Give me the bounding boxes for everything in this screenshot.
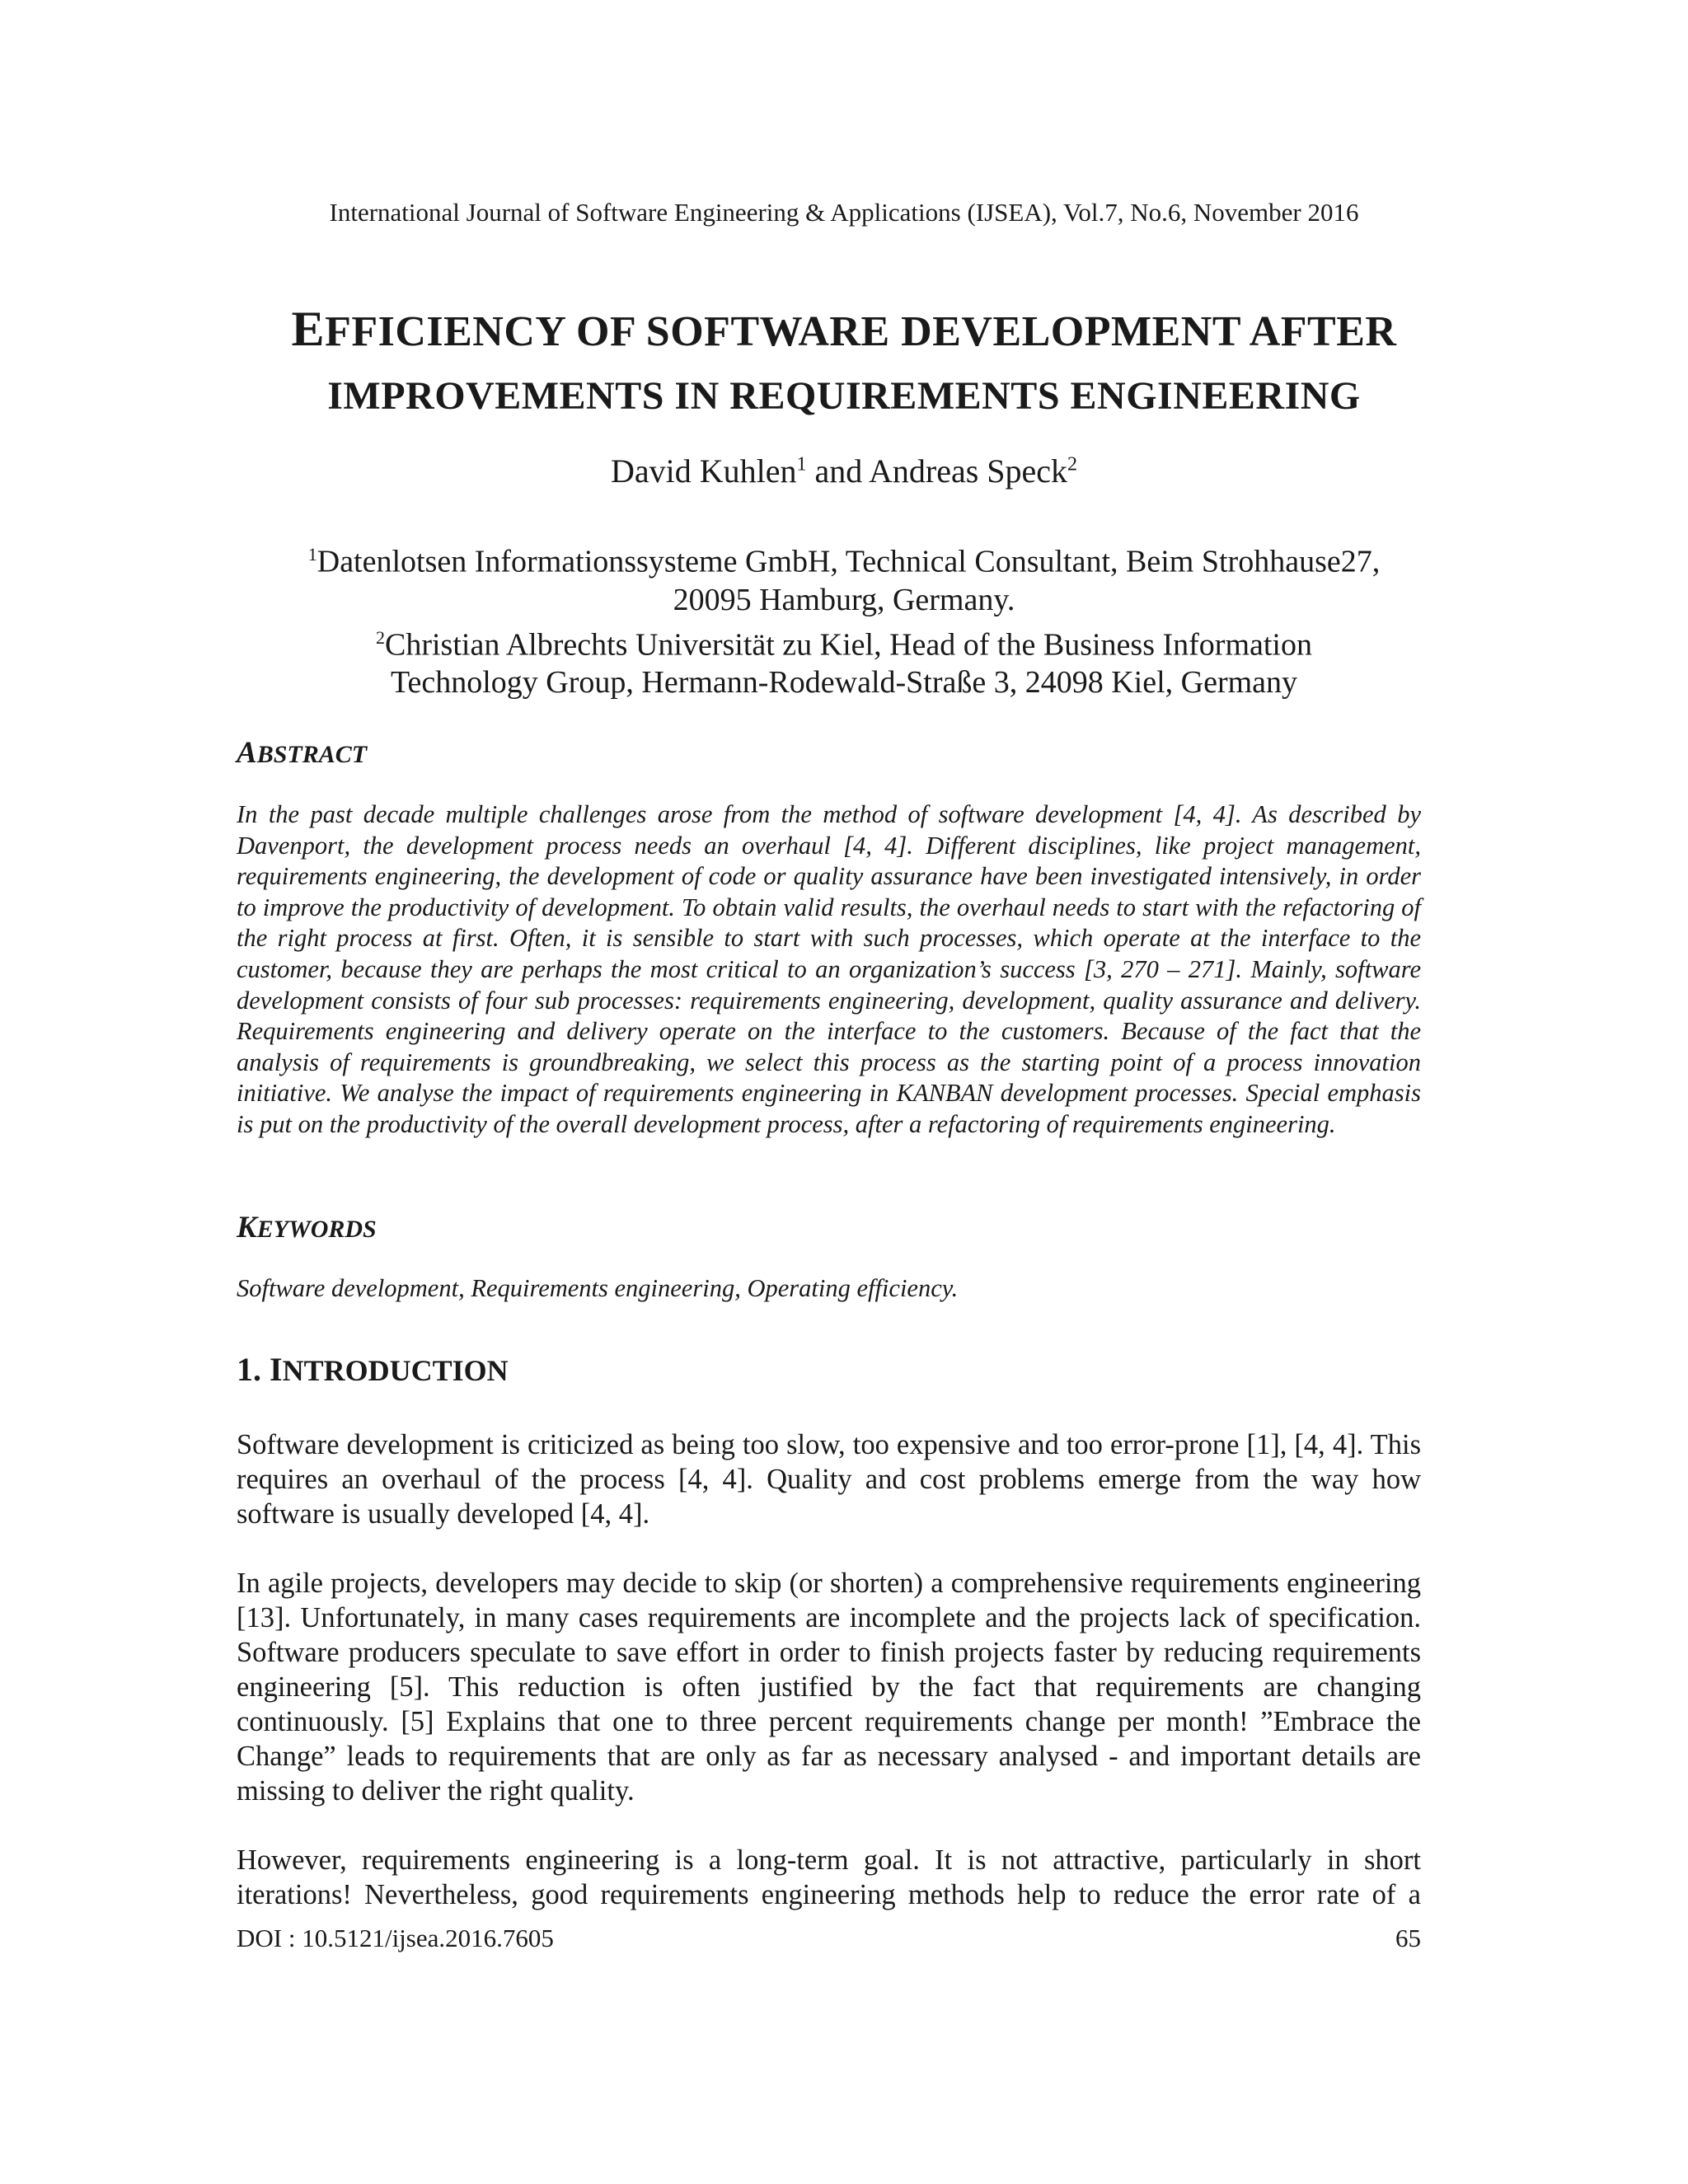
author-list: [0, 452, 1688, 490]
title-line-2: IMPROVEMENTS IN REQUIREMENTS ENGINEERING: [327, 374, 1361, 418]
intro-paragraph-3: However, requirements engineering is a long-term goal. It is not attractive, particularly in short iterations! Nevertheless, good requirements engineering methods help to reduce the error rate of a: [237, 1844, 1421, 1910]
affiliation-2-mark: 2: [376, 626, 385, 648]
keywords-heading-rest: EYWORDS: [256, 1216, 377, 1243]
affiliation-2-line-1: [0, 619, 1688, 664]
abstract-text: In the past decade multiple challenges arose from the method of software development [4, 4]. As described by Davenport, the development process needs an overhaul [4, 4]. Different disciplines, like project management, requirements engineering, the development of code or quality assurance have been investigated intensively, in order to improve the productivity of development. To obtain valid results, the overhaul needs to start with the refactoring of the right process at first. Often, it is sensible to start with such processes, which operate at the interface to the customer, because they are perhaps the most critical to an organization’s success [3, 270 – 271]. Mainly, software development consists of four sub processes: requirements engineering, development, quality assurance and delivery. Requirements engineering and delivery operate on the interface to the customers. Because of the fact that the analysis of requirements is groundbreaking, we select this process as the starting point of a process innovation initiative. We analyse the impact of requirements engineering in KANBAN development processes. Special emphasis is put on the productivity of the overall development process, after a refactoring of requirements engineering.: [237, 800, 1421, 1138]
intro-paragraph-2: In agile projects, developers may decide to skip (or shorten) a comprehensive requirements engineering [13]. Unfortunately, in many cases requirements are incomplete and the projects lack of specification. Software producers speculate to save effort in order to finish projects faster by reducing requirements engineering [5]. This reduction is often justified by the fact that requirements are changing continuously. [5] Explains that one to three percent requirements change per month! ”Embrace the Change” leads to requirements that are only as far as necessary analysed - and important details are missing to deliver the right quality.: [237, 1568, 1421, 1807]
affiliation-1-line-1: [0, 536, 1688, 581]
affiliation-1-mark: 1: [307, 544, 317, 565]
title-line-1: [0, 297, 1688, 364]
keywords-text: Software development, Requirements engineering, Operating efficiency.: [237, 1274, 959, 1302]
intro-paragraph-1: Software development is criticized as being too slow, too expensive and too error-prone [1], [4, 4]. This requires an overhaul of the process [4, 4]. Quality and cost problems emerge from the way how software is usually developed [4, 4].: [237, 1429, 1421, 1530]
author-2-affiliation-mark: 2: [1067, 453, 1078, 476]
affiliations: [0, 536, 1688, 701]
title-initial: E: [291, 302, 326, 356]
keywords-heading-initial: K: [237, 1211, 257, 1244]
affiliation-2-text: Christian Albrechts Universität zu Kiel, Head of the Business Information: [385, 627, 1312, 663]
affiliation-1-text: Datenlotsen Informationssysteme GmbH, Technical Consultant, Beim Strohhause27,: [316, 544, 1381, 579]
introduction-heading-initial: I: [270, 1351, 283, 1388]
author-1-affiliation-mark: 1: [796, 453, 807, 476]
section-number: 1.: [237, 1351, 270, 1388]
abstract-heading-rest: BSTRACT: [256, 741, 368, 768]
running-header: [0, 198, 1688, 227]
keywords-heading: [237, 1210, 377, 1245]
author-2-name: Andreas Speck: [869, 452, 1068, 490]
title-line-1-rest: FFICIENCY OF SOFTWARE DEVELOPMENT AFTER: [325, 308, 1397, 355]
journal-running-title: International Journal of Software Engineering & Applications (IJSEA), Vol.7, No.6, November 2016: [329, 198, 1359, 227]
abstract-heading-initial: A: [237, 736, 257, 770]
abstract-heading: [237, 735, 367, 771]
page-number: 65: [1395, 1924, 1421, 1952]
author-conjunction: and: [806, 452, 869, 490]
paper-title: [0, 297, 1688, 429]
affiliation-2-line-2: Technology Group, Hermann-Rodewald-Straße 3, 24098 Kiel, Germany: [390, 665, 1298, 701]
author-1-name: David Kuhlen: [610, 452, 797, 490]
introduction-heading-rest: NTRODUCTION: [282, 1354, 509, 1387]
affiliation-1-line-2: 20095 Hamburg, Germany.: [673, 582, 1015, 617]
doi-footer: DOI : 10.5121/ijsea.2016.7605: [237, 1924, 554, 1952]
introduction-heading: [237, 1350, 509, 1389]
